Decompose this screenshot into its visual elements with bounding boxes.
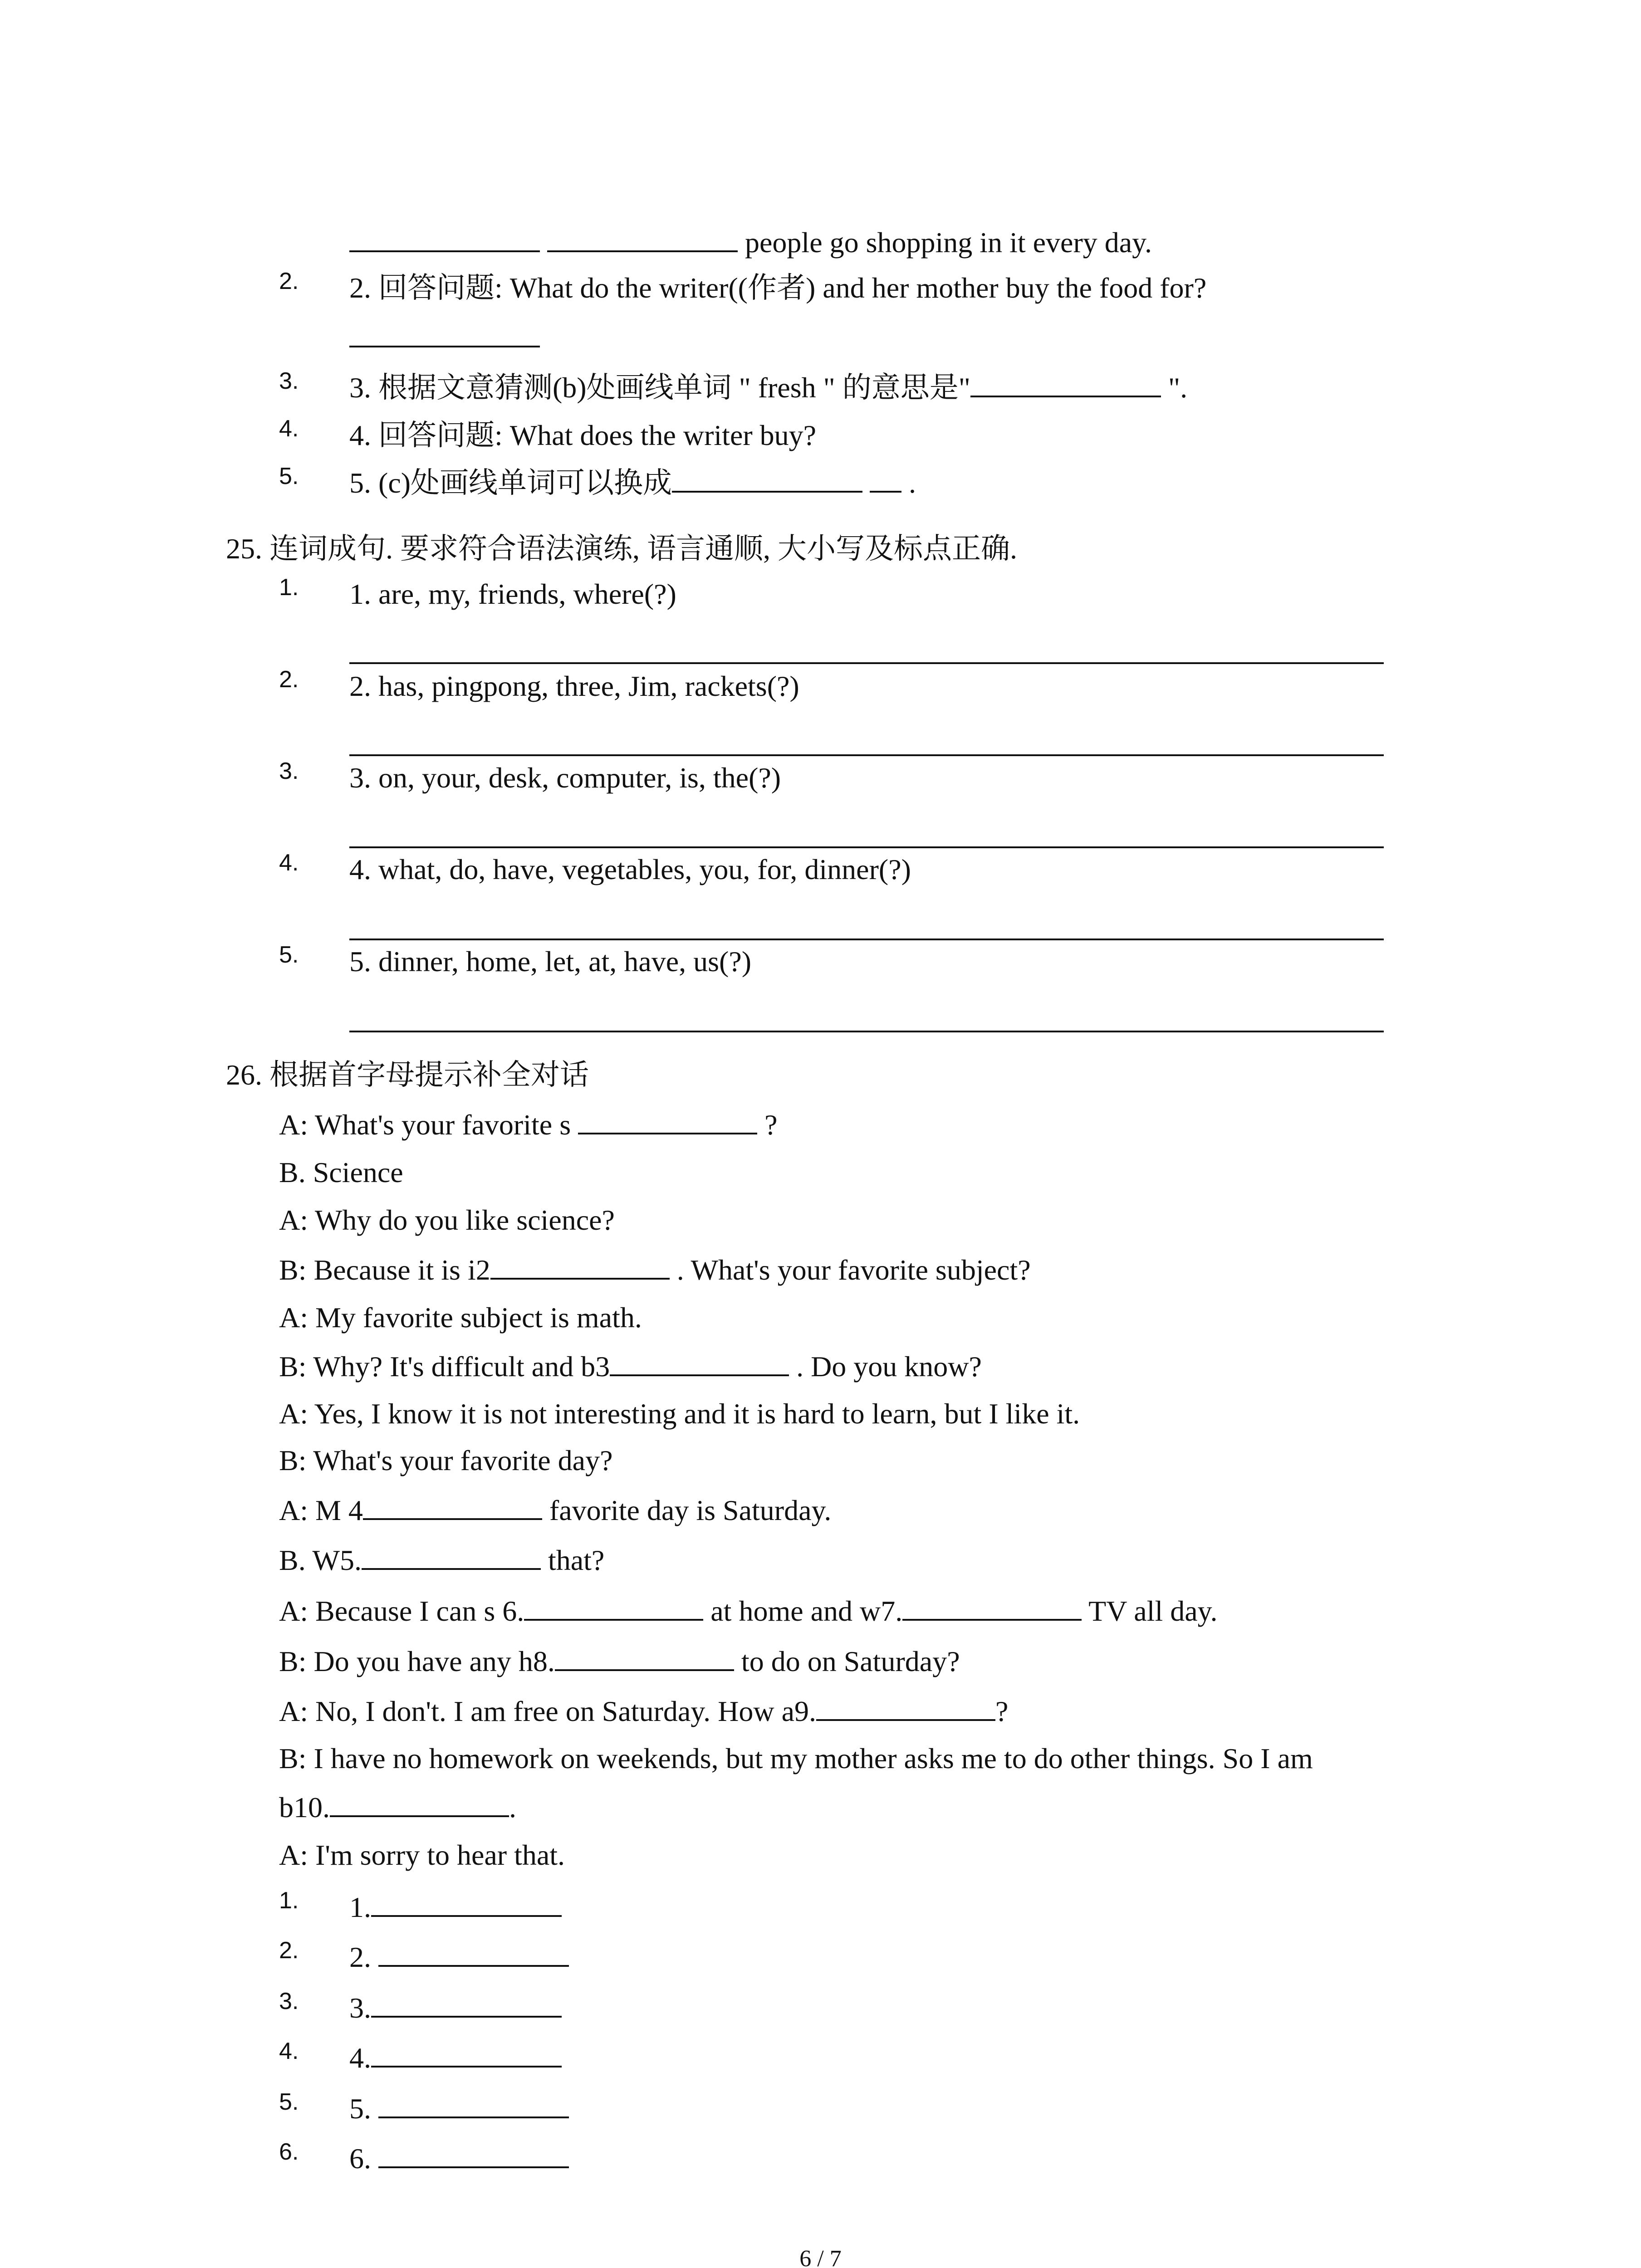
q25-item-5	[0, 937, 1641, 987]
q24-item-3	[0, 363, 1641, 413]
answer-blank[interactable]	[371, 1890, 562, 1917]
question-text-end: .	[901, 467, 916, 499]
q24-item-2	[0, 263, 1641, 313]
answer-blank[interactable]	[371, 1990, 562, 2018]
q25-item-4	[0, 845, 1641, 894]
dialog-line: A: My favorite subject is math.	[279, 1301, 642, 1334]
question-text: 4. what, do, have, vegetables, you, for, dinner(?)	[349, 853, 911, 885]
list-number: 1.	[279, 574, 299, 601]
list-number: 4.	[279, 2038, 299, 2064]
answer-blank[interactable]	[330, 1790, 509, 1817]
list-number: 6.	[279, 2139, 299, 2165]
question-text: 3. on, your, desk, computer, is, the(?)	[349, 762, 781, 794]
answer-item: 4. 4.	[0, 2033, 1641, 2083]
q25-item-3	[0, 753, 1641, 803]
list-number: 3.	[279, 368, 299, 394]
list-number: 5.	[279, 2089, 299, 2115]
dialog-line: B: I have no homework on weekends, but my mother asks me to do other things. So I am	[279, 1742, 1313, 1774]
q24-line1-text: people go shopping in it every day.	[745, 226, 1152, 259]
list-number: 3.	[279, 1988, 299, 2014]
answer-blank[interactable]	[816, 1694, 995, 1721]
q25-item-2	[0, 661, 1641, 711]
answer-item: 1. 1.	[0, 1882, 1641, 1932]
answer-line[interactable]	[349, 1031, 1384, 1032]
q26-heading: 26. 根据首字母提示补全对话	[226, 1059, 589, 1091]
list-number: 2.	[279, 1937, 299, 1964]
dialog-line: A: No, I don't. I am free on Saturday. How a9. ?	[0, 1686, 1641, 1736]
page-number: 6 / 7	[799, 2246, 842, 2268]
answer-blank[interactable]	[902, 1593, 1082, 1621]
answer-blank[interactable]	[870, 465, 901, 493]
answer-blank[interactable]	[578, 1107, 757, 1134]
question-text: 3. 根据文意猜测(b)处画线单词 " fresh " 的意思是"	[349, 371, 970, 404]
dialog-line: A: Yes, I know it is not interesting and it is hard to learn, but I like it.	[279, 1398, 1080, 1430]
question-text: 4. 回答问题: What does the writer buy?	[349, 419, 817, 451]
list-number: 4.	[279, 415, 299, 442]
dialog-line: A: M 4 favorite day is Saturday.	[0, 1486, 1641, 1535]
question-text: 1. are, my, friends, where(?)	[349, 578, 676, 610]
answer-blank[interactable]	[970, 370, 1161, 397]
answer-blank[interactable]	[362, 1543, 541, 1570]
answer-blank[interactable]	[349, 225, 540, 252]
answer-item: 6. 6.	[0, 2134, 1641, 2184]
list-number: 1.	[279, 1887, 299, 1914]
dialog-line: A: What's your favorite s ?	[0, 1100, 1641, 1150]
q24-item-4	[0, 411, 1641, 460]
answer-blank[interactable]	[378, 2091, 569, 2118]
list-number: 3.	[279, 758, 299, 784]
answer-blank[interactable]	[547, 225, 738, 252]
answer-blank[interactable]	[555, 1644, 734, 1671]
dialog-line: A: Why do you like science?	[279, 1204, 615, 1236]
question-text-end: ".	[1161, 371, 1188, 404]
list-number: 2.	[279, 268, 299, 294]
dialog-line: B: Do you have any h8. to do on Saturday?	[0, 1637, 1641, 1686]
dialog-line: B: Why? It's difficult and b3 . Do you know?	[0, 1342, 1641, 1392]
dialog-line: b10. .	[0, 1783, 1641, 1833]
question-text: 5. dinner, home, let, at, have, us(?)	[349, 945, 752, 978]
list-number: 5.	[279, 942, 299, 968]
q25-heading: 25. 连词成句. 要求符合语法演练, 语言通顺, 大小写及标点正确.	[226, 533, 1017, 565]
q25-item-1	[0, 569, 1641, 619]
dialog-line: A: Because I can s 6. at home and w7. TV all day.	[0, 1586, 1641, 1636]
list-number: 4.	[279, 850, 299, 876]
list-number: 2.	[279, 666, 299, 693]
answer-item: 3. 3.	[0, 1983, 1641, 2033]
answer-blank[interactable]	[378, 1940, 569, 1967]
answer-blank[interactable]	[610, 1349, 789, 1376]
dialog-line: B. Science	[279, 1156, 403, 1188]
answer-blank[interactable]	[524, 1593, 703, 1621]
dialog-line: B: Because it is i2 . What's your favorite subject?	[0, 1245, 1641, 1295]
answer-blank[interactable]	[349, 320, 540, 347]
question-text: 2. 回答问题: What do the writer((作者) and her mother buy the food for?	[349, 272, 1207, 304]
list-number: 5.	[279, 463, 299, 489]
dialog-line: A: I'm sorry to hear that.	[279, 1839, 565, 1871]
question-text: 2. has, pingpong, three, Jim, rackets(?)	[349, 670, 799, 702]
q24-item-2-answer	[0, 313, 1641, 363]
answer-item: 2. 2.	[0, 1932, 1641, 1982]
answer-blank[interactable]	[490, 1252, 670, 1280]
q24-line1	[0, 218, 1641, 268]
answer-blank[interactable]	[371, 2040, 562, 2068]
answer-blank[interactable]	[363, 1493, 542, 1520]
dialog-line: B: What's your favorite day?	[279, 1444, 613, 1476]
answer-blank[interactable]	[672, 465, 862, 493]
answer-item: 5. 5.	[0, 2084, 1641, 2134]
answer-blank[interactable]	[378, 2141, 569, 2168]
q24-item-5	[0, 458, 1641, 508]
dialog-line: B. W5. that?	[0, 1535, 1641, 1585]
question-text: 5. (c)处画线单词可以换成	[349, 467, 672, 499]
